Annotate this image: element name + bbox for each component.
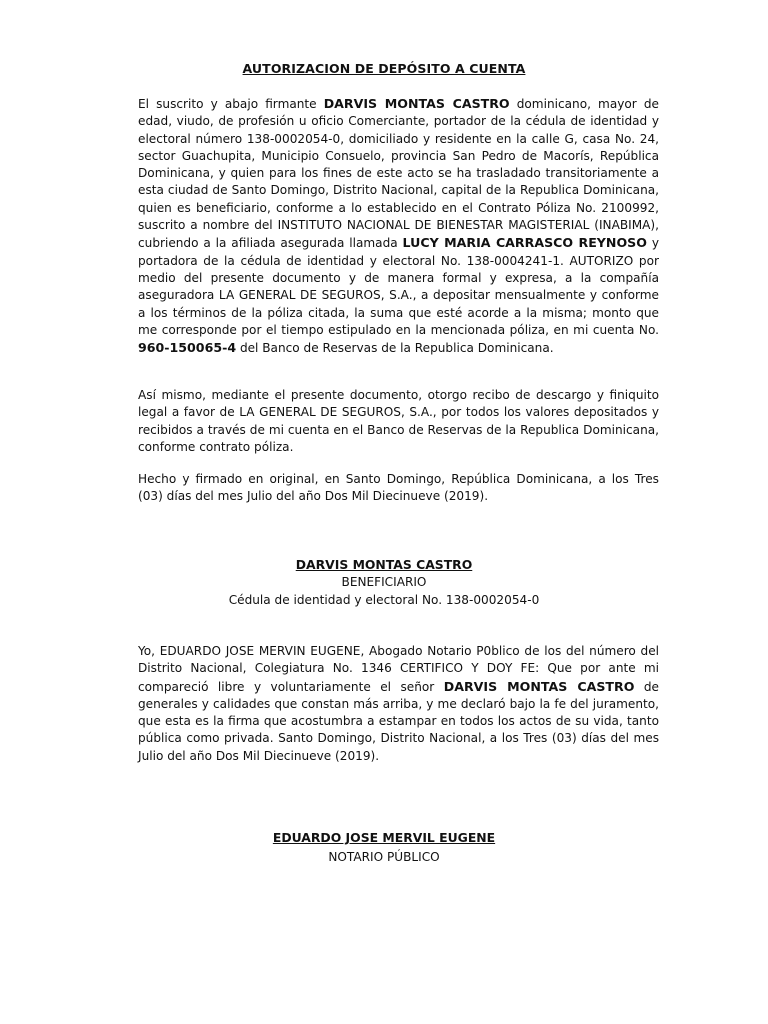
- paragraph-text: El suscrito y abajo firmante: [138, 97, 324, 111]
- paragraph-text: y portadora de la cédula de identidad y electoral No. 138-0004241-1. AUTORIZO por medio del presente documento y de manera formal y expresa, a la compañía aseguradora LA GENERAL DE SEGUROS, S.A., a depositar mensualmente y conforme a los términos de la póliza citada, la suma que esté acorde a la misma; monto que me corresponde por el tiempo estipulado en la mencionada póliza, en mi cuenta No.: [138, 236, 659, 337]
- account-number: 960-150065-4: [138, 340, 237, 356]
- beneficiary-id-line: Cédula de identidad y electoral No. 138-0002054-0: [228, 593, 540, 607]
- beneficiary-signature-name: DARVIS MONTAS CASTRO: [295, 557, 473, 572]
- notary-signature-name: EDUARDO JOSE MERVIL EUGENE: [272, 830, 496, 845]
- paragraph-text: dominicano, mayor de edad, viudo, de profesión u oficio Comerciante, portador de la cédula de identidad y electoral número 138-0002054-0, domiciliado y residente en la calle G, casa No. 24, sector Guachupita, Municipio Consuelo, provincia San Pedro de Macorís, República Dominicana, y quien para los fines de este acto se ha trasladado transitoriamente a esta ciudad de Santo Domingo, Distrito Nacional, capital de la Republica Dominicana, quien es beneficiario, conforme a lo establecido en el Contrato Póliza No. 2100992, suscrito a nombre del INSTITUTO NACIONAL DE BIENESTAR MAGISTERIAL (INABIMA), cubriendo a la afiliada asegurada llamada: [138, 97, 659, 251]
- beneficiary-signature-role: BENEFICIARIO: [341, 575, 427, 589]
- paragraph-text: Yo, EDUARDO JOSE MERVIN EUGENE, Abogado Notario P0blico de los del número del Distrito Nacional, Colegiatura No. 1346 CERTIFICO Y DOY FE: Que por ante mi compareció libre y voluntariamente el señor: [138, 644, 659, 694]
- paragraph-text: del Banco de Reservas de la Republica Dominicana.: [236, 341, 554, 356]
- appearing-party-name: DARVIS MONTAS CASTRO: [443, 678, 635, 694]
- beneficiary-name: DARVIS MONTAS CASTRO: [323, 96, 510, 111]
- paragraph-text: de generales y calidades que constan más arriba, y me declaró bajo la fe del juramento, que esta es la firma que acostumbra a estampar en todos los actos de su vida, tanto pública como privada. Santo Domingo, Distrito Nacional, a los Tres (03) días del mes Julio del año Dos Mil Diecinueve (2019).: [138, 679, 660, 763]
- receipt-paragraph: Así mismo, mediante el presente documento, otorgo recibo de descargo y finiquito legal a favor de LA GENERAL DE SEGUROS, S.A., por todos los valores depositados y recibidos a través de mi cuenta en el Banco de Reservas de la Republica Dominicana, conforme contrato póliza.: [138, 388, 659, 454]
- signing-date-paragraph: Hecho y firmado en original, en Santo Domingo, República Dominicana, a los Tres (03) días del mes Julio del año Dos Mil Diecinueve (2019).: [138, 472, 659, 504]
- insured-name: LUCY MARIA CARRASCO REYNOSO: [402, 235, 647, 251]
- document-title: AUTORIZACION DE DEPÓSITO A CUENTA: [242, 61, 526, 76]
- notary-signature-role: NOTARIO PÚBLICO: [328, 850, 440, 864]
- authorization-paragraph: [138, 95, 659, 357]
- notary-certification-paragraph: [138, 643, 659, 765]
